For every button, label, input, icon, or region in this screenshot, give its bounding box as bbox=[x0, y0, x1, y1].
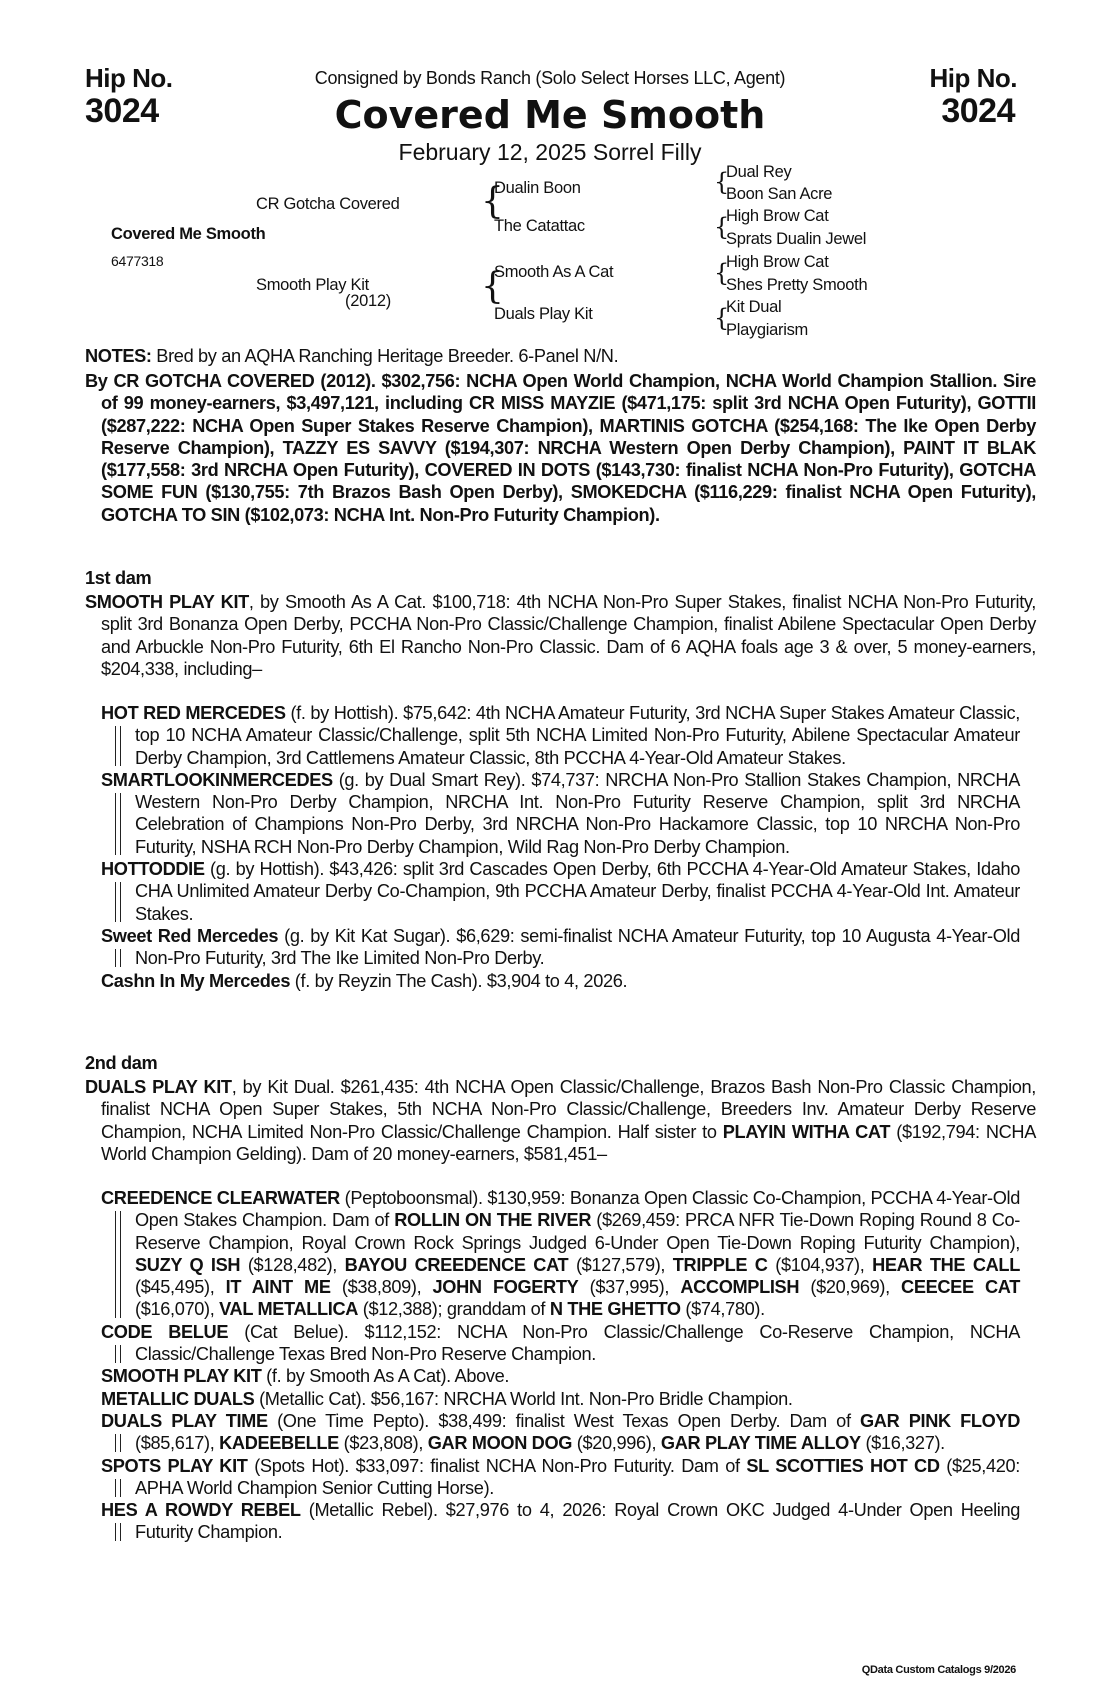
produce-entry: METALLIC DUALS (Metallic Cat). $56,167: NRCHA World Int. Non-Pro Bridle Champion. bbox=[101, 1388, 793, 1409]
foaling-info: February 12, 2025 Sorrel Filly bbox=[398, 139, 702, 165]
produce-entry: HES A ROWDY REBEL (Metallic Rebel). $27,976 to 4, 2026: Royal Crown OKC Judged 4-Under Open Heeling Futurity Champion. bbox=[101, 1500, 1020, 1543]
pedigree-g4: Sprats Dualin Jewel bbox=[726, 230, 867, 248]
footer-credit: QData Custom Catalogs 9/2026 bbox=[861, 1664, 1016, 1676]
produce-rule bbox=[115, 1523, 121, 1541]
horse-name: Covered Me Smooth bbox=[334, 93, 766, 137]
pedigree-g1: Dual Rey bbox=[726, 163, 792, 181]
brace-g1: { bbox=[714, 168, 730, 196]
produce-record: (f. by Reyzin The Cash). $3,904 to 4, 2026. bbox=[290, 970, 628, 991]
hip-number-right: 3024 bbox=[941, 92, 1015, 130]
produce-entry: DUALS PLAY TIME (One Time Pepto). $38,499: finalist West Texas Open Derby. Dam of GAR PINK FLOYD ($85,617), KADEEBELLE ($23,808), GAR MOON DOG ($20,996), GAR PLAY TIME ALLOY ($16,327). bbox=[101, 1410, 1020, 1454]
produce-entry: SPOTS PLAY KIT (Spots Hot). $33,097: finalist NCHA Non-Pro Futurity. Dam of SL SCOTTIES HOT CD ($25,420: APHA World Champion Senior Cutting Horse). bbox=[101, 1455, 1020, 1498]
pedigree-sire-dam: The Catattac bbox=[494, 217, 585, 235]
produce-rule bbox=[115, 1434, 121, 1452]
produce-sweet-red-mercedes bbox=[85, 925, 1020, 970]
produce-rule bbox=[115, 793, 121, 855]
half-sibling: PLAYIN WITHA CAT bbox=[722, 1121, 891, 1142]
produce-hottoddie bbox=[85, 858, 1020, 925]
hip-number-left: 3024 bbox=[85, 92, 159, 130]
produce-name: SMARTLOOKINMERCEDES bbox=[101, 769, 333, 790]
produce-name: HOT RED MERCEDES bbox=[101, 703, 286, 723]
first-dam-paragraph bbox=[85, 591, 1036, 680]
hip-label-left: Hip No. bbox=[85, 63, 173, 93]
second-dam-text: , by Kit Dual. $261,435: 4th NCHA Open Classic/Challenge, Brazos Bash Non-Pro Classic Champion, finalist NCHA Open Super Stakes, 5th NCHA Non-Pro Classic/Challenge, Breeders Inv. Amateur Derby Reserve Champion, NCHA Limited Non-Pro Classic/Challenge Champion. Half sister to bbox=[101, 1077, 1037, 1142]
produce-name: Sweet Red Mercedes bbox=[101, 925, 279, 946]
first-dam-heading: 1st dam bbox=[85, 568, 152, 588]
notes-text: Bred by an AQHA Ranching Heritage Breeder. 6-Panel N/N. bbox=[151, 346, 619, 366]
produce-rule bbox=[115, 949, 121, 967]
produce-entry: CREEDENCE CLEARWATER (Peptoboonsmal). $130,959: Bonanza Open Classic Co-Champion, PCCHA 4-Year-Old Open Stakes Champion. Dam of ROLLIN ON THE RIVER ($269,459: PRCA NFR Tie-Down Roping Round 8 Co-Reserve Champion, Royal Crown Rock Springs Judged 6-Under Open Tie-Down Roping Futurity Champion), SUZY Q ISH ($128,482), BAYOU CREEDENCE CAT ($127,579), TRIPPLE C ($104,937), HEAR THE CALL ($45,495), IT AINT ME ($38,809), JOHN FOGERTY ($37,995), ACCOMPLISH ($20,969), CEECEE CAT ($16,070), VAL METALLICA ($12,388); granddam of N THE GHETTO ($74,780). bbox=[101, 1188, 1021, 1320]
pedigree-dam-dam: Duals Play Kit bbox=[494, 305, 593, 323]
first-dam-name: SMOOTH PLAY KIT bbox=[85, 592, 249, 612]
produce-rule bbox=[115, 1345, 121, 1363]
second-dam-produce bbox=[85, 1187, 1020, 1544]
pedigree-g5: High Brow Cat bbox=[726, 253, 829, 271]
second-dam-text-end: ($192,794: NCHA World Champion Gelding). Dam of 20 money-earners, $581,451– bbox=[101, 1121, 1036, 1164]
brace-g4: { bbox=[714, 304, 730, 332]
pedigree-g2: Boon San Acre bbox=[726, 185, 833, 203]
produce-record: (g. by Kit Kat Sugar). $6,629: semi-finalist NCHA Amateur Futurity, top 10 Augusta 4-Year-Old Non-Pro Futurity, 3rd The Ike Limited Non-Pro Derby. bbox=[135, 925, 1020, 969]
notes-label: NOTES: bbox=[85, 346, 152, 366]
pedigree-g6: Shes Pretty Smooth bbox=[726, 276, 868, 294]
produce-entry: SMOOTH PLAY KIT (f. by Smooth As A Cat). Above. bbox=[101, 1366, 510, 1387]
produce-cashn-in-my-mercedes bbox=[85, 970, 1020, 992]
pedigree-g7: Kit Dual bbox=[726, 298, 782, 316]
notes bbox=[85, 345, 1020, 367]
pedigree-sire-sire: Dualin Boon bbox=[494, 179, 581, 197]
first-dam-produce bbox=[85, 702, 1020, 992]
brace-dam: { bbox=[481, 266, 504, 307]
produce-rule bbox=[115, 726, 121, 766]
brace-g2: { bbox=[714, 213, 730, 241]
second-dam-name: DUALS PLAY KIT bbox=[85, 1077, 232, 1097]
produce-rule bbox=[115, 1479, 121, 1497]
produce-record: (f. by Hottish). $75,642: 4th NCHA Amateur Futurity, 3rd NCHA Super Stakes Amateur Classic, top 10 NCHA Amateur Classic/Challenge, split 5th NCHA Limited Non-Pro Futurity, Abilene Spectacular Amateur Derby Champion, 3rd Cattlemens Amateur Classic, 8th PCCHA 4-Year-Old Amateur Stakes. bbox=[135, 703, 1020, 768]
produce-name: HOTTODDIE bbox=[101, 859, 205, 880]
second-dam-heading: 2nd dam bbox=[85, 1053, 158, 1073]
pedigree-g3: High Brow Cat bbox=[726, 207, 829, 225]
first-dam-text: , by Smooth As A Cat. $100,718: 4th NCHA Non-Pro Super Stakes, finalist NCHA Non-Pro Futurity, split 3rd Bonanza Open Derby, PCCHA Non-Pro Classic/Challenge Champion, finalist Abilene Spectacular Open Derby and Arbuckle Non-Pro Futurity, 6th El Rancho Non-Pro Classic. Dam of 6 AQHA foals age 3 & over, 5 money-earners, $204,338, including– bbox=[101, 592, 1036, 679]
produce-name: Cashn In My Mercedes bbox=[101, 970, 291, 991]
pedigree-g8: Playgiarism bbox=[726, 321, 808, 339]
hip-label-right: Hip No. bbox=[929, 63, 1017, 93]
produce-record: (g. by Dual Smart Rey). $74,737: NRCHA Non-Pro Stallion Stakes Champion, NRCHA Western Non-Pro Derby Champion, NRCHA Int. Non-Pro Futurity Reserve Champion, split 3rd NRCHA Celebration of Champions Non-Pro Derby, 3rd NRCHA Non-Pro Hackamore Classic, top 10 NRCHA Non-Pro Futurity, NSHA RCH Non-Pro Derby Champion, Wild Rag Non-Pro Derby Champion. bbox=[135, 769, 1020, 857]
produce-rule bbox=[115, 882, 121, 922]
produce-rule bbox=[115, 1211, 121, 1318]
pedigree-subject: Covered Me Smooth bbox=[111, 225, 266, 243]
sire-paragraph: By CR GOTCHA COVERED (2012). $302,756: NCHA Open World Champion, NCHA World Champion Stallion. Sire of 99 money-earners, $3,497,121, including CR MISS MAYZIE ($471,175: split 3rd NCHA Open Futurity), GOTTII ($287,222: NCHA Open Super Stakes Reserve Champion), MARTINIS GOTCHA ($254,168: The Ike Open Derby Reserve Champion), TAZZY ES SAVVY ($194,307: NRCHA Western Open Derby Champion), PAINT IT BLAK ($177,558: 3rd NRCHA Open Futurity), COVERED IN DOTS ($143,730: finalist NCHA Non-Pro Futurity), GOTCHA SOME FUN ($130,755: 7th Brazos Bash Open Derby), SMOKEDCHA ($116,229: finalist NCHA Open Futurity), GOTCHA TO SIN ($102,073: NCHA Int. Non-Pro Futurity Champion). bbox=[85, 371, 1036, 525]
pedigree-registration: 6477318 bbox=[111, 253, 164, 269]
consignor: Consigned by Bonds Ranch (Solo Select Horses LLC, Agent) bbox=[314, 68, 786, 88]
second-dam-paragraph bbox=[85, 1076, 1036, 1165]
brace-sire: { bbox=[481, 181, 504, 222]
pedigree-sire: CR Gotcha Covered bbox=[256, 195, 400, 213]
pedigree-dam: Smooth Play Kit bbox=[256, 276, 369, 294]
pedigree-dam-sire: Smooth As A Cat bbox=[494, 263, 614, 281]
produce-entry: CODE BELUE (Cat Belue). $112,152: NCHA Non-Pro Classic/Challenge Co-Reserve Champion, NCHA Classic/Challenge Texas Bred Non-Pro Reserve Champion. bbox=[101, 1321, 1020, 1365]
brace-g3: { bbox=[714, 259, 730, 287]
produce-record: (g. by Hottish). $43,426: split 3rd Cascades Open Derby, 6th PCCHA 4-Year-Old Amateur Stakes, Idaho CHA Unlimited Amateur Derby Co-Champion, 9th PCCHA Amateur Derby, finalist PCCHA 4-Year-Old Int. Amateur Stakes. bbox=[135, 859, 1020, 924]
produce-hot-red-mercedes bbox=[85, 702, 1020, 769]
produce-smartlookinmercedes bbox=[85, 769, 1020, 858]
pedigree-dam-year: (2012) bbox=[345, 292, 391, 310]
